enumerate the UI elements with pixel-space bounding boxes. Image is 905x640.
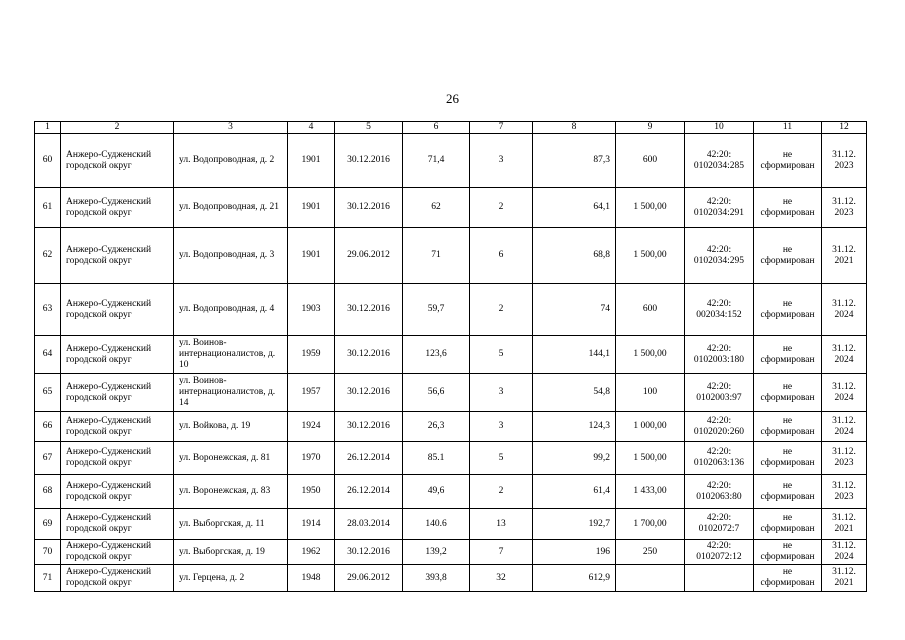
year-built-cell: 1957 [288,374,335,412]
count-cell: 2 [470,188,533,228]
count-cell: 2 [470,284,533,336]
date-cell: 29.06.2012 [335,228,403,284]
table-row [35,509,867,540]
row-number-cell: 63 [35,284,61,336]
housing-registry-table [34,121,867,592]
year-built-cell: 1903 [288,284,335,336]
table-body [35,122,867,592]
count-cell: 5 [470,442,533,475]
table-row [35,374,867,412]
area-total-cell: 87,3 [533,134,616,188]
table-row [35,336,867,374]
address-cell: ул. Воинов-интернационалистов, д. 14 [174,374,288,412]
address-cell: ул. Воинов-интернационалистов, д. 10 [174,336,288,374]
cadastral-number-cell: 42:20: 0102020:260 [685,412,754,442]
area-total-cell: 196 [533,540,616,565]
status-cell: не сформирован [754,228,822,284]
row-number-cell: 69 [35,509,61,540]
count-cell: 3 [470,412,533,442]
deadline-cell: 31.12. 2024 [822,284,867,336]
date-cell: 26.12.2014 [335,442,403,475]
area-cell: 59,7 [403,284,470,336]
status-cell: не сформирован [754,336,822,374]
status-cell: не сформирован [754,374,822,412]
year-built-cell: 1950 [288,475,335,509]
municipality-cell: Анжеро-Судженский городской округ [61,228,174,284]
deadline-cell: 31.12. 2024 [822,540,867,565]
row-number-cell: 60 [35,134,61,188]
table-row [35,134,867,188]
area-cell: 393,8 [403,565,470,592]
area-total-cell: 68,8 [533,228,616,284]
municipality-cell: Анжеро-Судженский городской округ [61,374,174,412]
year-built-cell: 1962 [288,540,335,565]
address-cell: ул. Герцена, д. 2 [174,565,288,592]
area-cell: 71 [403,228,470,284]
area-total-cell: 64,1 [533,188,616,228]
column-header: 10 [685,122,754,134]
status-cell: не сформирован [754,565,822,592]
status-cell: не сформирован [754,540,822,565]
column-header: 4 [288,122,335,134]
amount-cell [616,565,685,592]
cadastral-number-cell: 42:20: 002034:152 [685,284,754,336]
count-cell: 6 [470,228,533,284]
year-built-cell: 1901 [288,134,335,188]
row-number-cell: 70 [35,540,61,565]
status-cell: не сформирован [754,134,822,188]
address-cell: ул. Выборгская, д. 11 [174,509,288,540]
column-header: 1 [35,122,61,134]
date-cell: 26.12.2014 [335,475,403,509]
cadastral-number-cell [685,565,754,592]
row-number-cell: 61 [35,188,61,228]
date-cell: 30.12.2016 [335,188,403,228]
table-row [35,565,867,592]
count-cell: 7 [470,540,533,565]
amount-cell: 1 500,00 [616,188,685,228]
amount-cell: 1 433,00 [616,475,685,509]
amount-cell: 600 [616,284,685,336]
table-row [35,284,867,336]
deadline-cell: 31.12. 2023 [822,134,867,188]
table-row [35,228,867,284]
column-header: 9 [616,122,685,134]
deadline-cell: 31.12. 2024 [822,374,867,412]
table-row [35,442,867,475]
column-header: 3 [174,122,288,134]
column-header: 8 [533,122,616,134]
row-number-cell: 64 [35,336,61,374]
area-cell: 123,6 [403,336,470,374]
municipality-cell: Анжеро-Судженский городской округ [61,412,174,442]
amount-cell: 250 [616,540,685,565]
row-number-cell: 62 [35,228,61,284]
row-number-cell: 71 [35,565,61,592]
cadastral-number-cell: 42:20: 0102003:180 [685,336,754,374]
deadline-cell: 31.12. 2024 [822,412,867,442]
cadastral-number-cell: 42:20: 0102072:12 [685,540,754,565]
area-cell: 140.6 [403,509,470,540]
municipality-cell: Анжеро-Судженский городской округ [61,540,174,565]
address-cell: ул. Воронежская, д. 83 [174,475,288,509]
table-row [35,475,867,509]
date-cell: 29.06.2012 [335,565,403,592]
date-cell: 30.12.2016 [335,374,403,412]
address-cell: ул. Водопроводная, д. 3 [174,228,288,284]
count-cell: 2 [470,475,533,509]
address-cell: ул. Выборгская, д. 19 [174,540,288,565]
municipality-cell: Анжеро-Судженский городской округ [61,284,174,336]
area-cell: 85.1 [403,442,470,475]
amount-cell: 1 500,00 [616,336,685,374]
amount-cell: 1 700,00 [616,509,685,540]
amount-cell: 100 [616,374,685,412]
area-cell: 56,6 [403,374,470,412]
municipality-cell: Анжеро-Судженский городской округ [61,336,174,374]
date-cell: 28.03.2014 [335,509,403,540]
year-built-cell: 1948 [288,565,335,592]
cadastral-number-cell: 42:20: 0102034:285 [685,134,754,188]
address-cell: ул. Водопроводная, д. 21 [174,188,288,228]
cadastral-number-cell: 42:20: 0102063:136 [685,442,754,475]
column-header: 7 [470,122,533,134]
cadastral-number-cell: 42:20: 0102072:7 [685,509,754,540]
page-number: 26 [446,91,459,106]
table-row [35,540,867,565]
column-header: 12 [822,122,867,134]
address-cell: ул. Водопроводная, д. 2 [174,134,288,188]
count-cell: 32 [470,565,533,592]
area-cell: 139,2 [403,540,470,565]
status-cell: не сформирован [754,475,822,509]
date-cell: 30.12.2016 [335,412,403,442]
municipality-cell: Анжеро-Судженский городской округ [61,475,174,509]
table-row [35,188,867,228]
address-cell: ул. Воронежская, д. 81 [174,442,288,475]
status-cell: не сформирован [754,188,822,228]
year-built-cell: 1914 [288,509,335,540]
column-header: 5 [335,122,403,134]
deadline-cell: 31.12. 2021 [822,509,867,540]
municipality-cell: Анжеро-Судженский городской округ [61,188,174,228]
cadastral-number-cell: 42:20: 0102034:295 [685,228,754,284]
status-cell: не сформирован [754,284,822,336]
amount-cell: 1 500,00 [616,442,685,475]
area-total-cell: 99,2 [533,442,616,475]
municipality-cell: Анжеро-Судженский городской округ [61,134,174,188]
column-header: 2 [61,122,174,134]
count-cell: 3 [470,374,533,412]
deadline-cell: 31.12. 2021 [822,565,867,592]
column-header: 11 [754,122,822,134]
status-cell: не сформирован [754,442,822,475]
status-cell: не сформирован [754,412,822,442]
status-cell: не сформирован [754,509,822,540]
amount-cell: 1 000,00 [616,412,685,442]
area-total-cell: 54,8 [533,374,616,412]
area-total-cell: 192,7 [533,509,616,540]
area-cell: 49,6 [403,475,470,509]
year-built-cell: 1970 [288,442,335,475]
deadline-cell: 31.12. 2021 [822,228,867,284]
municipality-cell: Анжеро-Судженский городской округ [61,565,174,592]
cadastral-number-cell: 42:20: 0102003:97 [685,374,754,412]
municipality-cell: Анжеро-Судженский городской округ [61,509,174,540]
area-cell: 26,3 [403,412,470,442]
row-number-cell: 68 [35,475,61,509]
count-cell: 5 [470,336,533,374]
count-cell: 13 [470,509,533,540]
year-built-cell: 1959 [288,336,335,374]
table-row [35,412,867,442]
column-header: 6 [403,122,470,134]
amount-cell: 1 500,00 [616,228,685,284]
row-number-cell: 66 [35,412,61,442]
area-cell: 62 [403,188,470,228]
area-total-cell: 144,1 [533,336,616,374]
deadline-cell: 31.12. 2023 [822,442,867,475]
year-built-cell: 1901 [288,188,335,228]
municipality-cell: Анжеро-Судженский городской округ [61,442,174,475]
date-cell: 30.12.2016 [335,336,403,374]
year-built-cell: 1901 [288,228,335,284]
deadline-cell: 31.12. 2024 [822,336,867,374]
area-cell: 71,4 [403,134,470,188]
date-cell: 30.12.2016 [335,540,403,565]
address-cell: ул. Водопроводная, д. 4 [174,284,288,336]
area-total-cell: 612,9 [533,565,616,592]
row-number-cell: 65 [35,374,61,412]
count-cell: 3 [470,134,533,188]
date-cell: 30.12.2016 [335,134,403,188]
year-built-cell: 1924 [288,412,335,442]
row-number-cell: 67 [35,442,61,475]
deadline-cell: 31.12. 2023 [822,475,867,509]
area-total-cell: 124,3 [533,412,616,442]
address-cell: ул. Войкова, д. 19 [174,412,288,442]
date-cell: 30.12.2016 [335,284,403,336]
cadastral-number-cell: 42:20: 0102034:291 [685,188,754,228]
header-row [35,122,867,134]
amount-cell: 600 [616,134,685,188]
deadline-cell: 31.12. 2023 [822,188,867,228]
area-total-cell: 61,4 [533,475,616,509]
cadastral-number-cell: 42:20: 0102063:80 [685,475,754,509]
area-total-cell: 74 [533,284,616,336]
